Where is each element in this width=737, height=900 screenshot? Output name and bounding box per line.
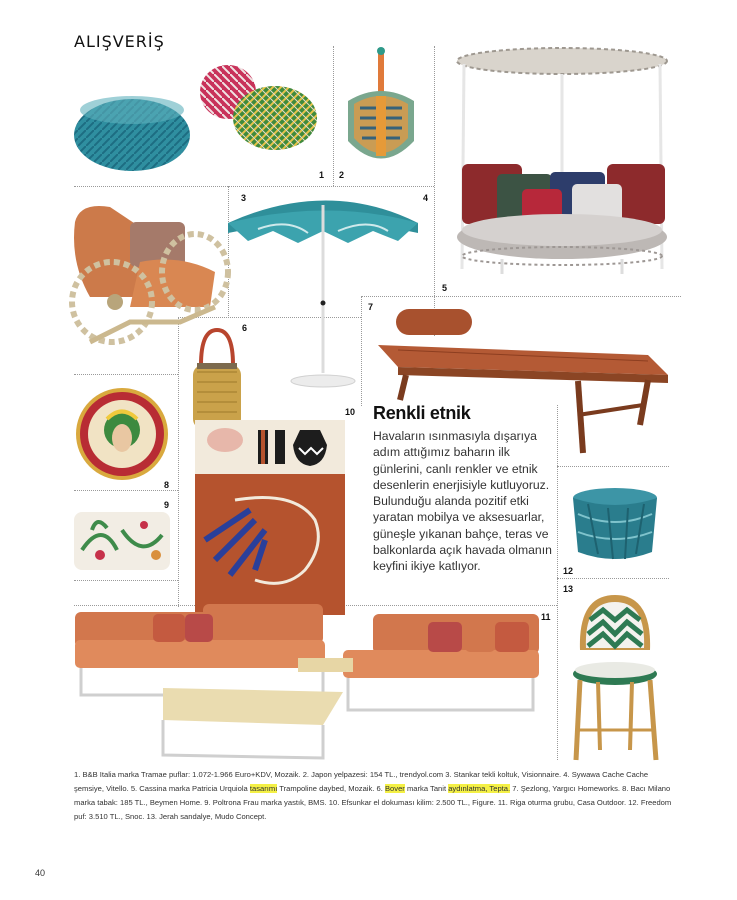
printed-cushion-image	[72, 510, 172, 572]
section-title: ALIŞVERİŞ	[74, 32, 165, 51]
decorative-plate-image	[72, 384, 172, 484]
item-number: 11	[541, 612, 551, 622]
article-heading: Renkli etnik	[373, 403, 471, 423]
woven-poufs-image	[70, 50, 330, 180]
article-body: Havaların ısınmasıyla dışarıya adım attığımız baharın ilk günlerini, canlı renkler ve etnik desenlerin enerjisiyle kutluyoruz. Bulunduğu alanda pozitif etki yaratan mobilya ve aksesuarlar, güneşle yıkanan bahçe, teras ve balkonlarda açık havada olmanın keyfini ikiye katlıyor.	[373, 429, 552, 574]
divider	[557, 578, 669, 579]
trampoline-daybed-image	[452, 44, 672, 289]
item-number: 10	[345, 407, 356, 417]
caption-highlight: tasarımı	[249, 784, 278, 793]
modular-seating-image	[73, 600, 543, 760]
item-number: 2	[339, 170, 345, 180]
caption-text: 1. B&B Italia marka Tramae puflar: 1.072-1.966 Euro+KDV, Mozaik. 2. Japon yelpazesi: 154 TL., trendyol.com 3. Stankar tekli koltuk, Visionnaire. 4. Sywawa Cache Cache şemsiye, Vitello. 5. Cassina marka Patricia Urquiola	[74, 770, 649, 793]
item-number: 7	[368, 302, 374, 312]
article	[367, 403, 557, 575]
divider	[74, 490, 178, 491]
divider	[434, 46, 435, 336]
divider	[74, 374, 178, 375]
divider	[74, 580, 178, 581]
item-number: 5	[442, 283, 448, 293]
freedom-pouf-image	[568, 484, 663, 569]
divider	[178, 317, 179, 607]
japanese-fan-image	[342, 46, 422, 171]
item-number: 9	[164, 500, 170, 510]
divider	[333, 46, 334, 186]
divider	[74, 186, 434, 187]
caption-highlight: Bover	[384, 784, 405, 793]
kilim-rug-image	[195, 420, 345, 615]
caption-text: Trampoline daybed, Mozaik. 6.	[279, 784, 383, 793]
caption-highlight: aydınlatma, Tepta.	[448, 784, 511, 793]
divider	[557, 466, 669, 467]
item-number: 13	[563, 584, 574, 594]
item-number: 4	[423, 193, 429, 203]
bistro-chair-image	[568, 590, 663, 765]
divider	[557, 405, 558, 760]
caption-text: 7. Şezlong, Yargıcı Homeworks. 8. Bacı Milano marka tabak: 185 TL., Beymen Home. 9. Poltrona Frau marka yastık, BMS. 10. Efsunkar el dokuması kilim: 2.500 TL., Figure. 11. Riga oturma grubu, Casa Outdoor. 12. Freedom puf: 3.510 TL., Snoc. 13. Jerah sandalye, Mudo Concept.	[74, 784, 672, 821]
product-captions	[74, 768, 674, 824]
item-number: 8	[164, 480, 170, 490]
item-number: 3	[241, 193, 247, 203]
caption-text: marka Tanit	[406, 784, 447, 793]
item-number: 12	[563, 566, 574, 576]
item-number: 6	[242, 323, 248, 333]
page-number: 40	[35, 868, 46, 878]
item-number: 1	[319, 170, 325, 180]
